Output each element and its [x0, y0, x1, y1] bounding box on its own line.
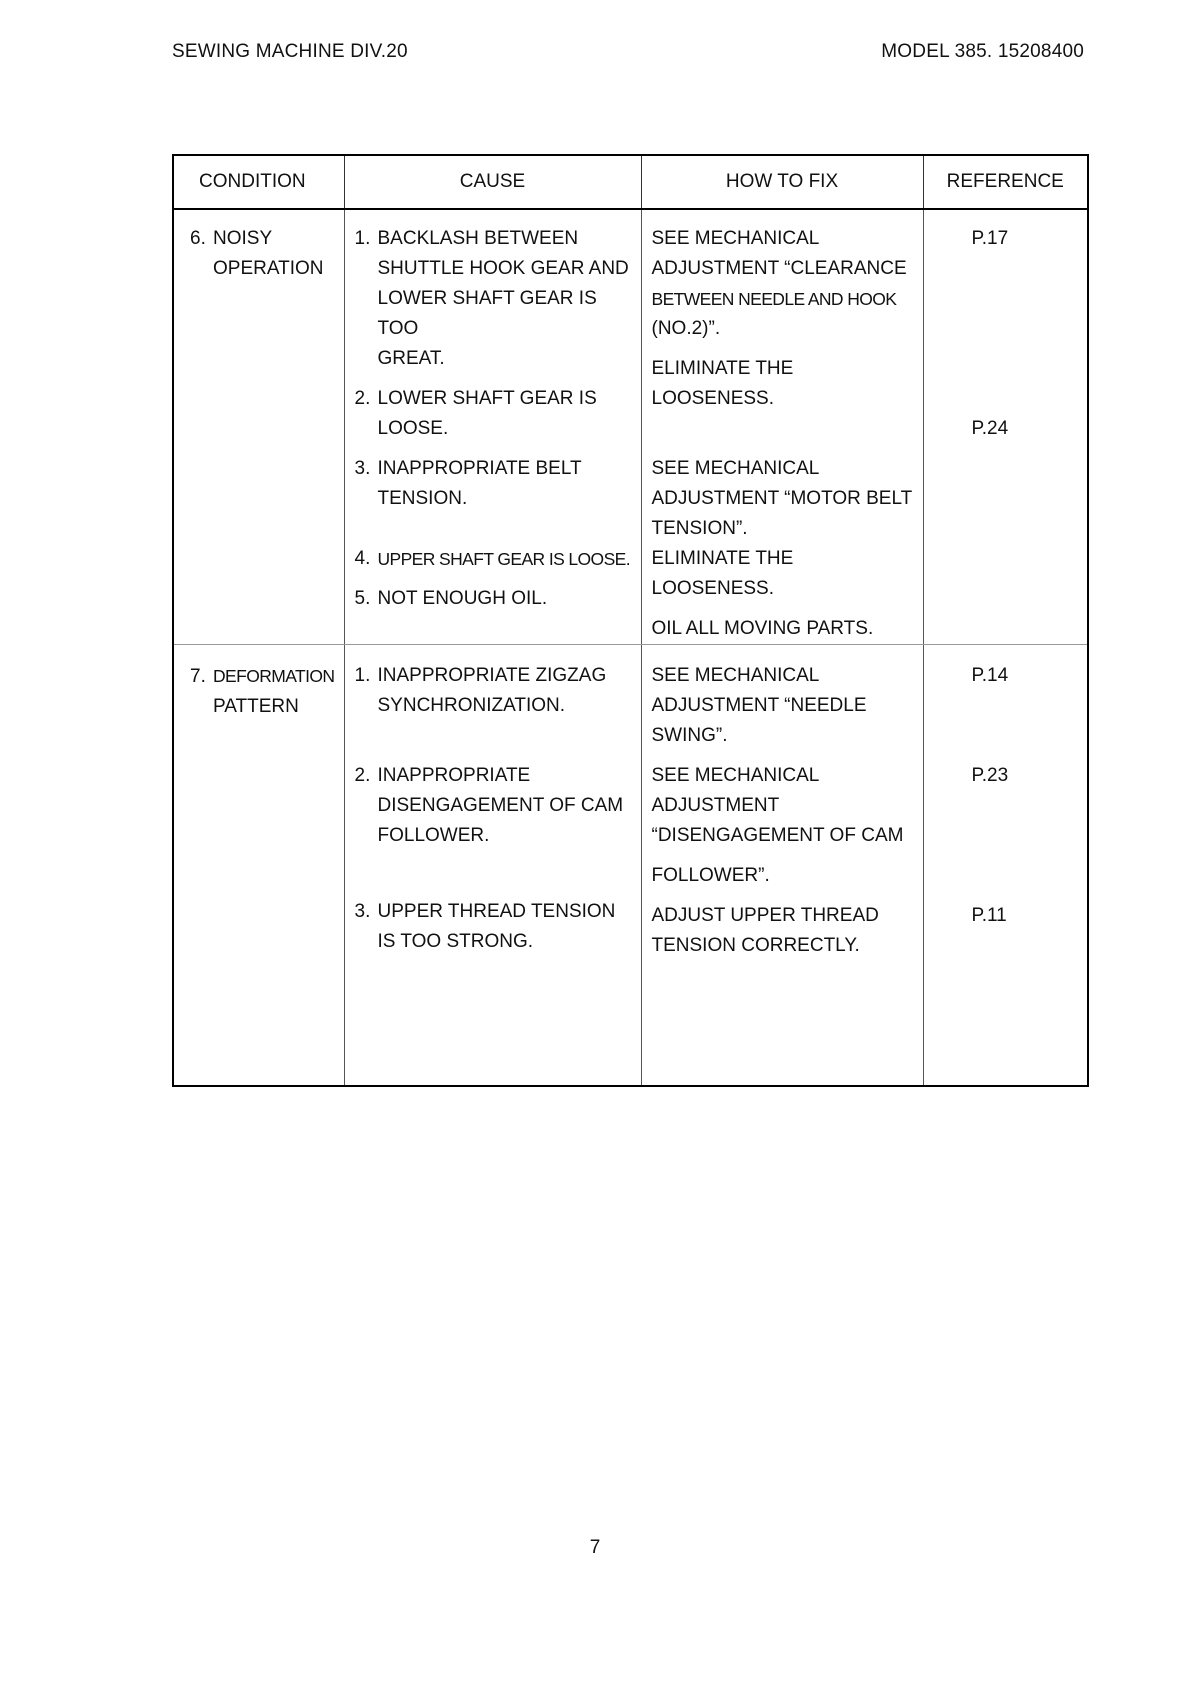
cause-cell	[344, 645, 641, 1087]
cause-line: IS TOO STRONG.	[377, 931, 534, 952]
fix-line: ADJUSTMENT “MOTOR BELT	[651, 488, 913, 509]
cause-number: 3.	[354, 901, 371, 922]
fix-line: ADJUST UPPER THREAD	[651, 905, 879, 926]
document-header-left: SEWING MACHINE DIV.20	[172, 41, 408, 62]
table-header-row	[173, 155, 1088, 209]
cause-line: UPPER THREAD TENSION	[377, 901, 616, 922]
fix-item	[652, 454, 921, 544]
cause-item	[355, 661, 637, 721]
document-header-model: MODEL 385. 15208400	[881, 41, 1084, 62]
fix-line: (NO.2)”.	[651, 318, 721, 339]
cause-item	[355, 584, 637, 614]
cause-line: LOWER SHAFT GEAR IS	[377, 388, 597, 409]
fix-item	[652, 354, 921, 414]
cause-item	[355, 224, 637, 374]
column-header-reference: REFERENCE	[923, 155, 1088, 209]
fix-line: TENSION”.	[651, 518, 748, 539]
cause-number: 2.	[354, 388, 371, 409]
condition-cell	[173, 209, 344, 645]
cause-line: FOLLOWER.	[377, 825, 490, 846]
troubleshooting-table	[172, 154, 1089, 1087]
cause-number: 1.	[354, 665, 371, 686]
page-number: 7	[589, 1537, 601, 1558]
cause-line: INAPPROPRIATE ZIGZAG	[377, 665, 607, 686]
fix-cell	[641, 645, 923, 1087]
fix-item	[652, 901, 921, 961]
condition-label-line2: PATTERN	[213, 696, 299, 717]
fix-line: ADJUSTMENT	[651, 795, 780, 816]
fix-line: FOLLOWER”.	[651, 865, 770, 886]
table-row	[173, 645, 1088, 1087]
fix-cell	[641, 209, 923, 645]
cause-line: UPPER SHAFT GEAR IS LOOSE.	[377, 549, 630, 569]
condition-label: DEFORMATION	[213, 666, 335, 686]
column-header-condition: CONDITION	[173, 155, 344, 209]
fix-line: BETWEEN NEEDLE AND HOOK	[651, 289, 897, 309]
cause-line: LOOSE.	[377, 418, 449, 439]
condition-label: NOISY	[213, 228, 273, 249]
reference-page: P.23	[971, 765, 1009, 786]
cause-line: TENSION.	[377, 488, 468, 509]
reference-cell	[923, 209, 1088, 645]
fix-item	[652, 661, 921, 751]
column-header-cause: CAUSE	[344, 155, 641, 209]
reference-page: P.14	[971, 665, 1009, 686]
cause-number: 3.	[354, 458, 371, 479]
cause-cell	[344, 209, 641, 645]
fix-line: SEE MECHANICAL	[651, 765, 820, 786]
cause-item	[355, 384, 637, 444]
reference-cell	[923, 645, 1088, 1087]
fix-line: SWING”.	[651, 725, 728, 746]
fix-line: SEE MECHANICAL	[651, 458, 820, 479]
cause-item	[355, 454, 637, 514]
column-header-how-to-fix: HOW TO FIX	[641, 155, 923, 209]
cause-number: 4.	[354, 548, 371, 569]
fix-line: ELIMINATE THE LOOSENESS.	[651, 548, 794, 599]
cause-line: GREAT.	[377, 348, 445, 369]
fix-item	[652, 224, 921, 344]
table-row	[173, 209, 1088, 645]
fix-line: TENSION CORRECTLY.	[651, 935, 860, 956]
reference-page: P.24	[971, 418, 1009, 439]
cause-line: BACKLASH BETWEEN	[377, 228, 579, 249]
cause-line: LOWER SHAFT GEAR IS TOO	[377, 288, 597, 339]
cause-number: 5.	[354, 588, 371, 609]
cause-item	[355, 544, 637, 574]
condition-label-line2: OPERATION	[213, 258, 324, 279]
condition-number: 7.	[190, 666, 206, 687]
cause-number: 2.	[354, 765, 371, 786]
fix-line: OIL ALL MOVING PARTS.	[651, 618, 874, 639]
cause-item	[355, 897, 637, 957]
reference-page: P.17	[971, 228, 1009, 249]
fix-line: SEE MECHANICAL	[651, 665, 820, 686]
cause-line: INAPPROPRIATE BELT	[377, 458, 582, 479]
cause-number: 1.	[354, 228, 371, 249]
cause-line: DISENGAGEMENT OF CAM	[377, 795, 624, 816]
cause-line: NOT ENOUGH OIL.	[377, 588, 548, 609]
condition-number: 6.	[190, 228, 206, 249]
cause-line: SYNCHRONIZATION.	[377, 695, 566, 716]
fix-item	[652, 614, 921, 644]
fix-line: ADJUSTMENT “NEEDLE	[651, 695, 867, 716]
reference-page: P.11	[971, 905, 1007, 926]
fix-line: “DISENGAGEMENT OF CAM	[651, 825, 904, 846]
condition-cell	[173, 645, 344, 1087]
fix-item	[652, 544, 921, 604]
cause-line: INAPPROPRIATE	[377, 765, 531, 786]
fix-line: SEE MECHANICAL	[651, 228, 820, 249]
cause-item	[355, 761, 637, 851]
fix-item	[652, 761, 921, 891]
fix-line: ADJUSTMENT “CLEARANCE	[651, 258, 907, 279]
fix-line: ELIMINATE THE LOOSENESS.	[651, 358, 794, 409]
cause-line: SHUTTLE HOOK GEAR AND	[377, 258, 629, 279]
